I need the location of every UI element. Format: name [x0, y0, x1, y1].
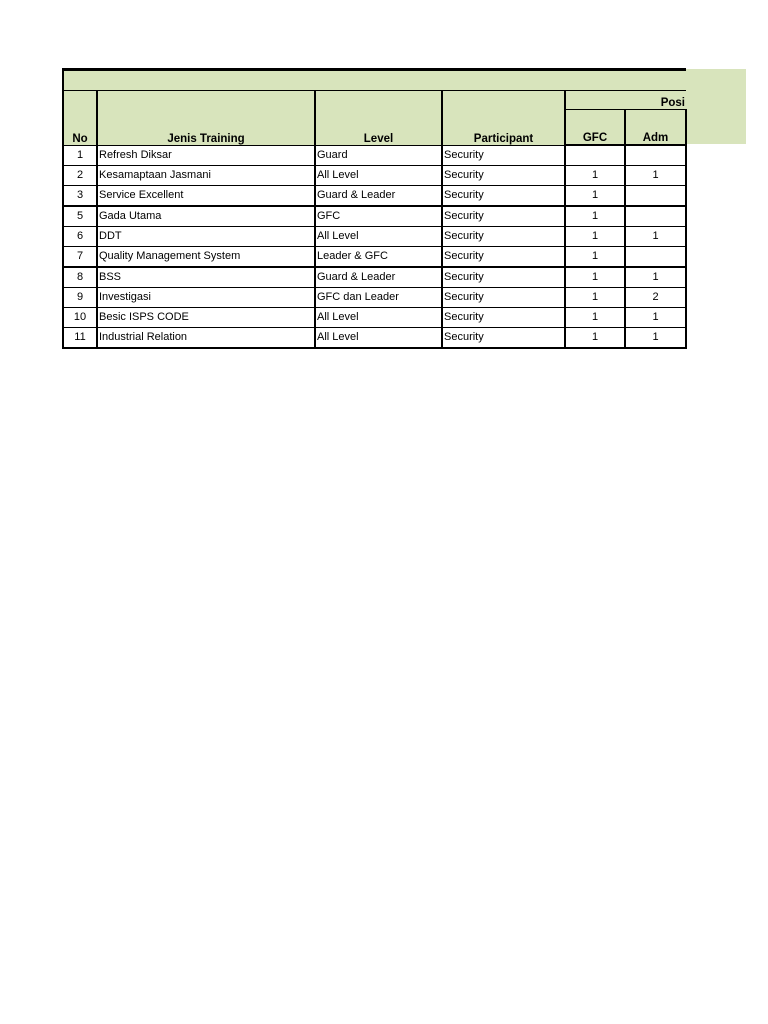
cell-level: GFC dan Leader — [315, 288, 442, 308]
cell-jenis-training: Kesamaptaan Jasmani — [97, 166, 315, 186]
cell-participant: Security — [442, 166, 565, 186]
cell-adm — [625, 145, 686, 166]
cell-gfc: 1 — [565, 166, 625, 186]
cell-level: Guard & Leader — [315, 267, 442, 288]
cell-adm: 1 — [625, 308, 686, 328]
cell-participant: Security — [442, 186, 565, 207]
training-table — [62, 68, 687, 349]
cell-no: 1 — [63, 145, 97, 166]
cell-jenis-training: DDT — [97, 227, 315, 247]
header-row-upper — [63, 91, 686, 110]
title-cell — [63, 70, 686, 91]
table-row — [63, 288, 686, 308]
cell-gfc: 1 — [565, 186, 625, 207]
cell-no: 11 — [63, 328, 97, 349]
table-row — [63, 145, 686, 166]
cell-gfc: 1 — [565, 227, 625, 247]
header-fill-band — [685, 69, 746, 144]
cell-adm — [625, 186, 686, 207]
cell-level: All Level — [315, 308, 442, 328]
cell-jenis-training: Besic ISPS CODE — [97, 308, 315, 328]
table-row — [63, 328, 686, 349]
cell-jenis-training: Refresh Diksar — [97, 145, 315, 166]
cell-adm: 1 — [625, 267, 686, 288]
cell-jenis-training: Industrial Relation — [97, 328, 315, 349]
cell-participant: Security — [442, 206, 565, 227]
cell-no: 5 — [63, 206, 97, 227]
cell-gfc: 1 — [565, 206, 625, 227]
col-header-adm: Adm — [625, 110, 686, 146]
cell-no: 8 — [63, 267, 97, 288]
cell-level: All Level — [315, 227, 442, 247]
cell-adm: 1 — [625, 227, 686, 247]
cell-participant: Security — [442, 227, 565, 247]
cell-level: Guard & Leader — [315, 186, 442, 207]
cell-gfc — [565, 145, 625, 166]
cell-no: 10 — [63, 308, 97, 328]
table-row — [63, 267, 686, 288]
table-row — [63, 308, 686, 328]
cell-jenis-training: Service Excellent — [97, 186, 315, 207]
cell-adm — [625, 206, 686, 227]
cell-participant: Security — [442, 247, 565, 268]
cell-no: 9 — [63, 288, 97, 308]
cell-adm — [625, 247, 686, 268]
col-header-no: No — [63, 91, 97, 146]
cell-participant: Security — [442, 288, 565, 308]
cell-jenis-training: BSS — [97, 267, 315, 288]
col-header-level: Level — [315, 91, 442, 146]
title-row — [63, 70, 686, 91]
col-group-header-position: Posi — [565, 91, 686, 110]
cell-no: 3 — [63, 186, 97, 207]
table-row — [63, 166, 686, 186]
cell-adm: 1 — [625, 328, 686, 349]
col-header-jenis-training: Jenis Training — [97, 91, 315, 146]
table-row — [63, 247, 686, 268]
cell-jenis-training: Quality Management System — [97, 247, 315, 268]
cell-jenis-training: Gada Utama — [97, 206, 315, 227]
cell-gfc: 1 — [565, 247, 625, 268]
cell-level: All Level — [315, 328, 442, 349]
cell-gfc: 1 — [565, 308, 625, 328]
col-header-participant: Participant — [442, 91, 565, 146]
cell-participant: Security — [442, 145, 565, 166]
cell-gfc: 1 — [565, 267, 625, 288]
cell-level: Guard — [315, 145, 442, 166]
cell-no: 6 — [63, 227, 97, 247]
table-row — [63, 206, 686, 227]
table-row — [63, 186, 686, 207]
cell-no: 2 — [63, 166, 97, 186]
cell-level: All Level — [315, 166, 442, 186]
cell-level: GFC — [315, 206, 442, 227]
cell-gfc: 1 — [565, 288, 625, 308]
col-header-gfc: GFC — [565, 110, 625, 146]
cell-adm: 2 — [625, 288, 686, 308]
cell-adm: 1 — [625, 166, 686, 186]
cell-participant: Security — [442, 328, 565, 349]
cell-jenis-training: Investigasi — [97, 288, 315, 308]
cell-participant: Security — [442, 308, 565, 328]
cell-participant: Security — [442, 267, 565, 288]
table-row — [63, 227, 686, 247]
cell-no: 7 — [63, 247, 97, 268]
cell-level: Leader & GFC — [315, 247, 442, 268]
cell-gfc: 1 — [565, 328, 625, 349]
